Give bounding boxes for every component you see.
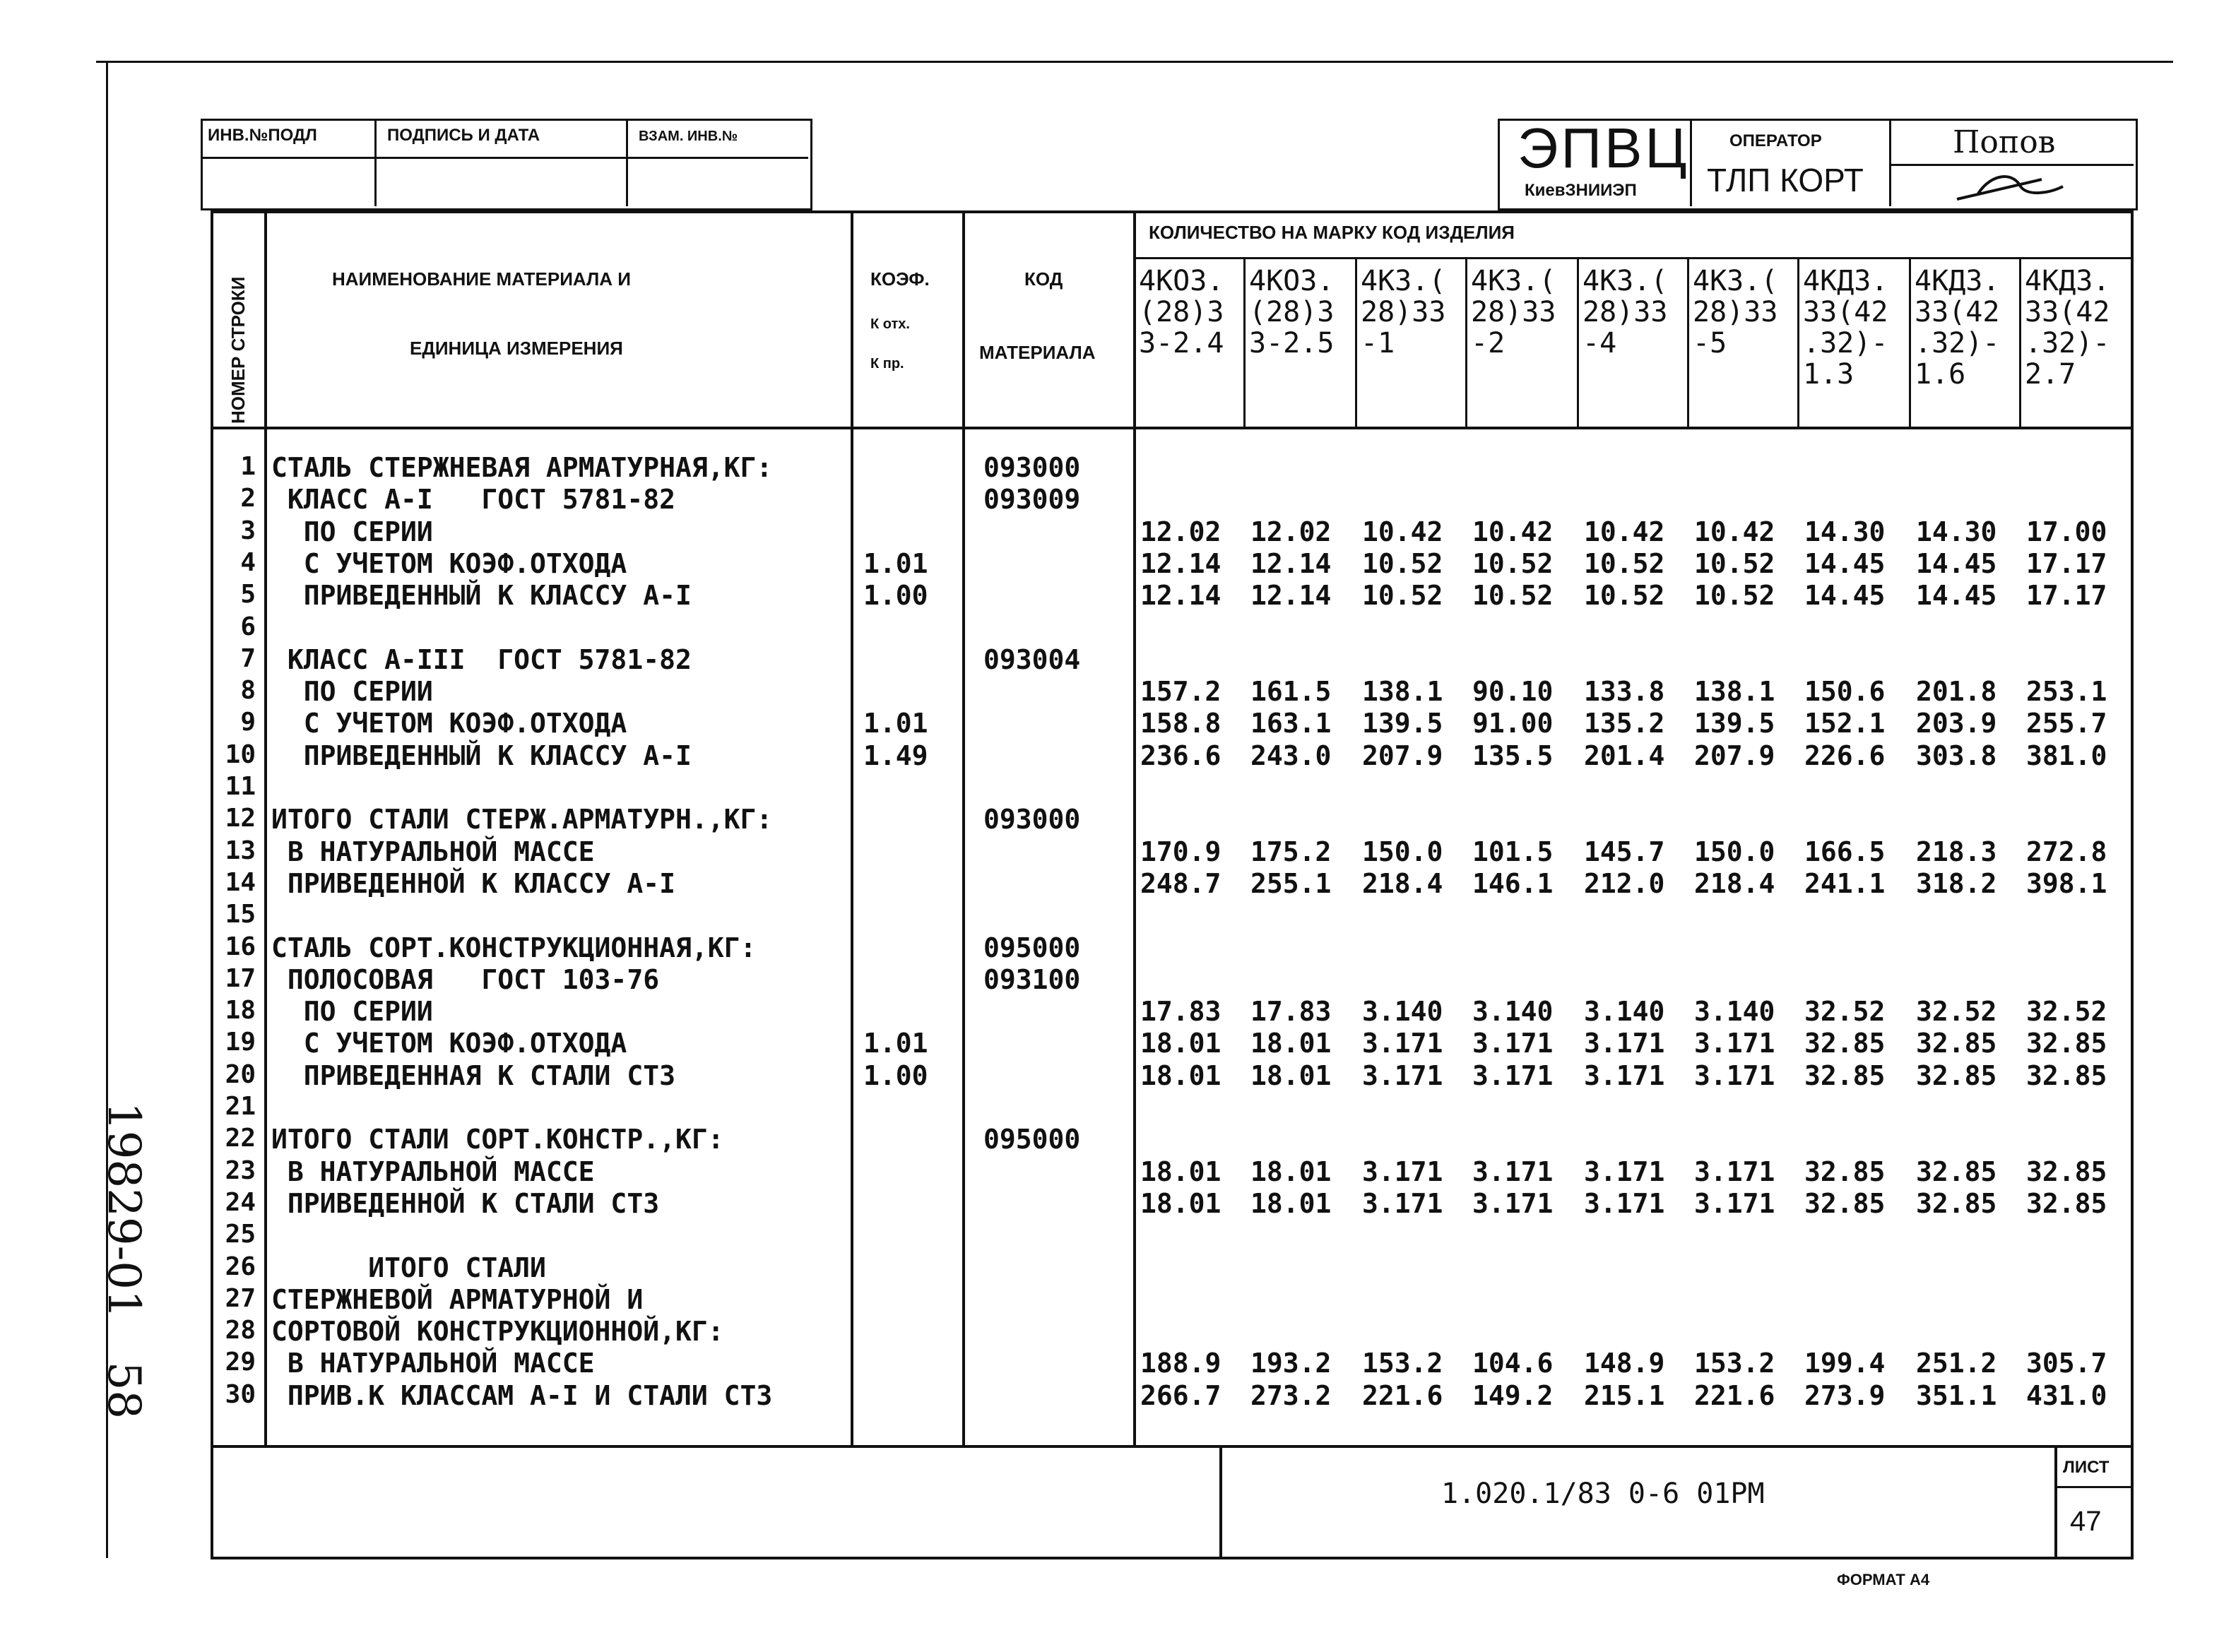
row-value: 153.2 [1362,1348,1443,1379]
sheet-label: ЛИСТ [2063,1458,2110,1477]
header-coef-line3: К пр. [870,356,904,372]
row-value: 3.171 [1472,1156,1554,1187]
row-value: 17.00 [2026,516,2107,547]
column-header: 4КЗ.( 28)33 -4 [1583,265,1668,359]
row-value: 207.9 [1362,740,1443,771]
row-value: 3.171 [1694,1188,1775,1219]
row-name: ПРИВЕДЕННОЙ К КЛАССУ А-I [271,868,675,899]
row-name: СОРТОВОЙ КОНСТРУКЦИОННОЙ,КГ: [271,1316,724,1347]
frame-top [96,61,2173,63]
column-header: 4КДЗ. 33(42 .32)- 2.7 [2025,265,2110,391]
row-value: 3.171 [1472,1188,1554,1219]
row-value: 201.8 [1916,676,1997,707]
row-name: ПРИВЕДЕННЫЙ К КЛАССУ А-I [271,740,692,771]
row-number: 17 [225,964,256,993]
row-value: 10.52 [1694,580,1775,611]
row-value: 90.10 [1472,676,1554,707]
row-number: 10 [225,740,256,769]
row-value: 10.52 [1694,548,1775,579]
header-coef-line2: К отх. [870,316,910,332]
row-value: 18.01 [1250,1156,1332,1187]
row-value: 32.85 [1804,1060,1886,1091]
row-value: 135.5 [1472,740,1554,771]
row-value: 226.6 [1804,740,1886,771]
row-value: 12.02 [1250,516,1332,547]
row-value: 10.42 [1472,516,1554,547]
row-name: ПРИВЕДЕННЫЙ К КЛАССУ А-I [271,580,692,611]
row-value: 32.85 [2026,1188,2107,1219]
row-value: 10.42 [1362,516,1443,547]
row-value: 207.9 [1694,740,1775,771]
row-value: 18.01 [1140,1060,1221,1091]
row-value: 3.171 [1472,1028,1554,1059]
row-name: ПО СЕРИИ [271,676,433,707]
header-name-line1: НАИМЕНОВАНИЕ МАТЕРИАЛА И [332,268,631,290]
row-coef: 1.00 [863,580,928,611]
row-value: 3.171 [1362,1028,1443,1059]
row-name: ИТОГО СТАЛИ СОРТ.КОНСТР.,КГ: [271,1124,724,1155]
row-value: 158.8 [1140,708,1221,739]
row-number: 16 [225,932,256,961]
margin-note: 19829-01 58 [97,1102,150,1420]
row-value: 32.85 [1804,1156,1886,1187]
row-value: 10.52 [1472,548,1554,579]
row-number: 30 [225,1380,256,1409]
row-value: 152.1 [1804,708,1886,739]
row-value: 218.4 [1362,868,1443,899]
row-value: 3.171 [1584,1028,1665,1059]
row-number: 28 [225,1316,256,1345]
row-value: 266.7 [1140,1380,1221,1411]
row-name: ИТОГО СТАЛИ СТЕРЖ.АРМАТУРН.,КГ: [271,804,773,835]
row-code: 095000 [983,1124,1081,1155]
row-value: 18.01 [1140,1188,1221,1219]
row-value: 203.9 [1916,708,1997,739]
row-number: 4 [240,548,256,577]
row-name: ПРИВ.К КЛАССАМ А-I И СТАЛИ СТ3 [271,1380,773,1411]
row-number: 23 [225,1156,256,1185]
row-code: 095000 [983,932,1081,963]
row-value: 12.14 [1140,580,1221,611]
row-value: 10.52 [1584,548,1665,579]
row-value: 218.3 [1916,836,1997,867]
row-value: 3.171 [1694,1060,1775,1091]
row-number: 3 [240,516,256,545]
row-value: 150.6 [1804,676,1886,707]
row-value: 212.0 [1584,868,1665,899]
row-value: 91.00 [1472,708,1554,739]
org-sub: КиевЗНИИЭП [1525,181,1637,200]
row-value: 251.2 [1916,1348,1997,1379]
row-code: 093000 [983,804,1081,835]
header-code-line2: МАТЕРИАЛА [979,342,1096,363]
row-value: 139.5 [1362,708,1443,739]
row-value: 10.42 [1694,516,1775,547]
row-value: 32.85 [2026,1156,2107,1187]
row-value: 14.30 [1804,516,1886,547]
person-name: Попов [1953,124,2056,160]
row-name: С УЧЕТОМ КОЭФ.ОТХОДА [271,548,627,579]
row-name: С УЧЕТОМ КОЭФ.ОТХОДА [271,708,627,739]
row-value: 253.1 [2026,676,2107,707]
row-number: 21 [225,1092,256,1121]
row-value: 3.171 [1472,1060,1554,1091]
row-value: 3.171 [1584,1156,1665,1187]
row-value: 199.4 [1804,1348,1886,1379]
row-value: 248.7 [1140,868,1221,899]
row-value: 14.45 [1804,580,1886,611]
row-number: 12 [225,804,256,833]
row-value: 150.0 [1362,836,1443,867]
row-name: КЛАСС А-III ГОСТ 5781-82 [271,644,692,675]
stamp-signature-date: ПОДПИСЬ И ДАТА [387,126,540,145]
row-name: ПО СЕРИИ [271,516,433,547]
row-value: 32.52 [2026,996,2107,1027]
row-number: 6 [240,612,256,641]
row-value: 273.2 [1250,1380,1332,1411]
row-value: 175.2 [1250,836,1332,867]
column-header: 4КЗ.( 28)33 -2 [1471,265,1556,359]
row-code: 093100 [983,964,1081,995]
row-value: 14.45 [1916,580,1997,611]
row-value: 236.6 [1140,740,1221,771]
header-qty: КОЛИЧЕСТВО НА МАРКУ КОД ИЗДЕЛИЯ [1149,222,1515,243]
row-value: 146.1 [1472,868,1554,899]
row-number: 5 [240,580,256,609]
row-value: 18.01 [1250,1188,1332,1219]
row-number: 20 [225,1060,256,1089]
row-value: 138.1 [1694,676,1775,707]
row-value: 133.8 [1584,676,1665,707]
row-value: 221.6 [1362,1380,1443,1411]
row-value: 243.0 [1250,740,1332,771]
row-coef: 1.01 [863,1028,928,1059]
column-header: 4КЗ.( 28)33 -1 [1361,265,1446,359]
row-number: 26 [225,1252,256,1281]
row-value: 3.171 [1694,1028,1775,1059]
row-value: 303.8 [1916,740,1997,771]
row-value: 166.5 [1804,836,1886,867]
row-value: 218.4 [1694,868,1775,899]
row-value: 18.01 [1250,1028,1332,1059]
row-value: 3.171 [1584,1188,1665,1219]
row-value: 10.52 [1362,580,1443,611]
row-value: 149.2 [1472,1380,1554,1411]
row-value: 32.85 [2026,1028,2107,1059]
row-value: 215.1 [1584,1380,1665,1411]
row-number: 1 [240,452,256,481]
row-number: 9 [240,708,256,737]
row-name: ПРИВЕДЕННОЙ К СТАЛИ СТ3 [271,1188,660,1219]
row-value: 157.2 [1140,676,1221,707]
row-value: 153.2 [1694,1348,1775,1379]
row-number: 29 [225,1348,256,1377]
row-number: 22 [225,1124,256,1153]
row-value: 18.01 [1140,1156,1221,1187]
row-coef: 1.01 [863,548,928,579]
row-value: 32.52 [1804,996,1886,1027]
column-header: 4КОЗ. (28)3 3-2.5 [1249,265,1335,359]
header-name-line2: ЕДИНИЦА ИЗМЕРЕНИЯ [410,338,623,359]
row-value: 17.83 [1140,996,1221,1027]
row-value: 138.1 [1362,676,1443,707]
row-value: 139.5 [1694,708,1775,739]
row-value: 18.01 [1140,1028,1221,1059]
row-value: 3.171 [1362,1156,1443,1187]
row-value: 135.2 [1584,708,1665,739]
row-value: 32.85 [2026,1060,2107,1091]
row-value: 188.9 [1140,1348,1221,1379]
stamp-vzam-inv: ВЗАМ. ИНВ.№ [639,129,738,144]
row-value: 3.140 [1584,996,1665,1027]
row-number: 24 [225,1188,256,1217]
org-name: ЭПВЦ [1518,117,1690,179]
row-value: 10.42 [1584,516,1665,547]
column-header: 4КДЗ. 33(42 .32)- 1.6 [1915,265,2000,391]
row-code: 093000 [983,452,1081,483]
row-number: 8 [240,676,256,705]
row-name: С УЧЕТОМ КОЭФ.ОТХОДА [271,1028,627,1059]
header-code-line1: КОД [1024,268,1063,290]
row-value: 12.14 [1250,580,1332,611]
row-value: 12.14 [1140,548,1221,579]
row-value: 241.1 [1804,868,1886,899]
row-value: 101.5 [1472,836,1554,867]
row-name: В НАТУРАЛЬНОЙ МАССЕ [271,836,595,867]
row-value: 351.1 [1916,1380,1997,1411]
row-value: 161.5 [1250,676,1332,707]
row-value: 3.140 [1472,996,1554,1027]
row-name: СТАЛЬ СОРТ.КОНСТРУКЦИОННАЯ,КГ: [271,932,757,963]
row-value: 32.85 [1804,1188,1886,1219]
row-value: 10.52 [1472,580,1554,611]
row-number: 19 [225,1028,256,1057]
row-value: 201.4 [1584,740,1665,771]
row-value: 14.30 [1916,516,1997,547]
row-number: 15 [225,900,256,929]
sheet-number: 47 [2070,1506,2102,1537]
row-name: ПРИВЕДЕННАЯ К СТАЛИ СТ3 [271,1060,675,1091]
row-value: 272.8 [2026,836,2107,867]
row-value: 32.85 [1916,1060,1997,1091]
row-value: 148.9 [1584,1348,1665,1379]
row-value: 14.45 [1804,548,1886,579]
row-number: 27 [225,1284,256,1313]
row-number: 2 [240,484,256,513]
row-name: КЛАСС А-I ГОСТ 5781-82 [271,484,675,515]
row-value: 318.2 [1916,868,1997,899]
row-value: 32.52 [1916,996,1997,1027]
row-value: 381.0 [2026,740,2107,771]
row-number: 13 [225,836,256,865]
row-coef: 1.49 [863,740,928,771]
row-value: 32.85 [1916,1028,1997,1059]
row-value: 3.171 [1584,1060,1665,1091]
row-value: 273.9 [1804,1380,1886,1411]
row-value: 10.52 [1584,580,1665,611]
row-value: 18.01 [1250,1060,1332,1091]
row-value: 32.85 [1916,1156,1997,1187]
row-name: В НАТУРАЛЬНОЙ МАССЕ [271,1348,595,1379]
row-name: ИТОГО СТАЛИ [271,1252,546,1283]
row-value: 255.1 [1250,868,1332,899]
row-value: 32.85 [1804,1028,1886,1059]
row-value: 3.171 [1362,1060,1443,1091]
row-name: СТЕРЖНЕВОЙ АРМАТУРНОЙ И [271,1284,644,1315]
row-code: 093004 [983,644,1081,675]
row-value: 3.171 [1694,1156,1775,1187]
row-value: 145.7 [1584,836,1665,867]
row-value: 10.52 [1362,548,1443,579]
document-code: 1.020.1/83 0-6 01РМ [1441,1478,1765,1510]
row-value: 398.1 [2026,868,2107,899]
row-value: 12.14 [1250,548,1332,579]
row-name: СТАЛЬ СТЕРЖНЕВАЯ АРМАТУРНАЯ,КГ: [271,452,773,483]
row-value: 17.83 [1250,996,1332,1027]
operator-label: ОПЕРАТОР [1729,131,1822,150]
row-value: 150.0 [1694,836,1775,867]
row-value: 14.45 [1916,548,1997,579]
row-number: 7 [240,644,256,673]
row-value: 32.85 [1916,1188,1997,1219]
column-header: 4КОЗ. (28)3 3-2.4 [1139,265,1224,359]
row-number: 25 [225,1220,256,1249]
row-name: ПОЛОСОВАЯ ГОСТ 103-76 [271,964,660,995]
row-value: 163.1 [1250,708,1332,739]
format-label: ФОРМАТ А4 [1837,1571,1930,1588]
row-value: 193.2 [1250,1348,1332,1379]
row-number: 18 [225,996,256,1025]
column-header: 4КДЗ. 33(42 .32)- 1.3 [1803,265,1888,391]
row-value: 170.9 [1140,836,1221,867]
row-value: 104.6 [1472,1348,1554,1379]
signature-mark [1936,165,2077,205]
row-coef: 1.01 [863,708,928,739]
row-name: В НАТУРАЛЬНОЙ МАССЕ [271,1156,595,1187]
row-value: 3.140 [1694,996,1775,1027]
row-value: 3.171 [1362,1188,1443,1219]
stamp-inv-podl: ИНВ.№ПОДЛ [208,126,317,145]
row-value: 431.0 [2026,1380,2107,1411]
row-value: 17.17 [2026,580,2107,611]
header-coef-line1: КОЭФ. [870,268,930,290]
row-value: 305.7 [2026,1348,2107,1379]
row-value: 12.02 [1140,516,1221,547]
row-code: 093009 [983,484,1081,515]
row-name: ПО СЕРИИ [271,996,433,1027]
row-coef: 1.00 [863,1060,928,1091]
row-number: 14 [225,868,256,897]
row-value: 17.17 [2026,548,2107,579]
row-number: 11 [225,772,256,801]
column-header: 4КЗ.( 28)33 -5 [1693,265,1778,359]
operator-value: ТЛП КОРТ [1707,162,1864,198]
row-value: 255.7 [2026,708,2107,739]
row-value: 3.140 [1362,996,1443,1027]
row-value: 221.6 [1694,1380,1775,1411]
